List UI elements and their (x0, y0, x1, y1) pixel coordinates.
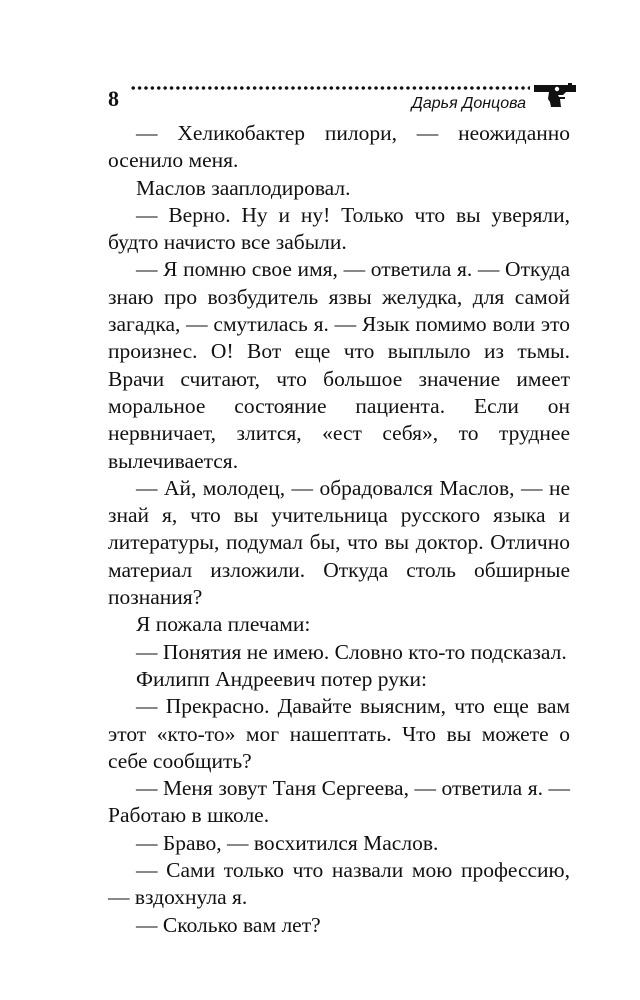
paragraph: — Я помню свое имя, — ответила я. — Откуда знаю про возбудитель язвы желудка, для самой загадка, — смутилась я. — Язык помимо воли это произнес. О! Вот еще что выплыло из тьмы. Врачи считают, что большое значение имеет моральное состояние пациента. Если он нервничает, злится, «ест себя», то труднее вылечивается. (108, 257, 570, 473)
body-text (108, 120, 570, 939)
revolver-icon (532, 80, 578, 108)
paragraph: — Сами только что назвали мою профессию, — вздохнула я. (108, 858, 570, 910)
paragraph: — Прекрасно. Давайте выясним, что еще вам этот «кто-то» мог нашептать. Что вы можете о себе сообщить? (108, 694, 570, 773)
dotted-leader (130, 86, 530, 90)
paragraph: — Ай, молодец, — обрадовался Маслов, — не знай я, что вы учительница русского языка и литературы, подумал бы, что вы доктор. Отлично материал изложили. Откуда столь обширные познания? (108, 475, 570, 610)
paragraph: — Меня зовут Таня Сергеева, — ответила я. — Работаю в школе. (108, 776, 570, 828)
paragraph: — Понятия не имею. Словно кто-то подсказал. (136, 639, 567, 664)
paragraph: — Сколько вам лет? (136, 912, 321, 937)
paragraph: — Верно. Ну и ну! Только что вы уверяли, будто начисто все забыли. (108, 202, 570, 255)
page-number: 8 (108, 86, 119, 111)
paragraph: Я пожала плечами: (136, 612, 311, 637)
paragraph: — Хеликобактер пилори, — неожиданно осенило меня. (108, 121, 570, 173)
running-header (108, 74, 578, 118)
paragraph: Филипп Андреевич потер руки: (136, 666, 427, 691)
paragraph: — Браво, — восхитился Маслов. (136, 830, 439, 855)
author-name: Дарья Донцова (411, 95, 526, 112)
paragraph: Маслов зааплодировал. (136, 175, 351, 200)
